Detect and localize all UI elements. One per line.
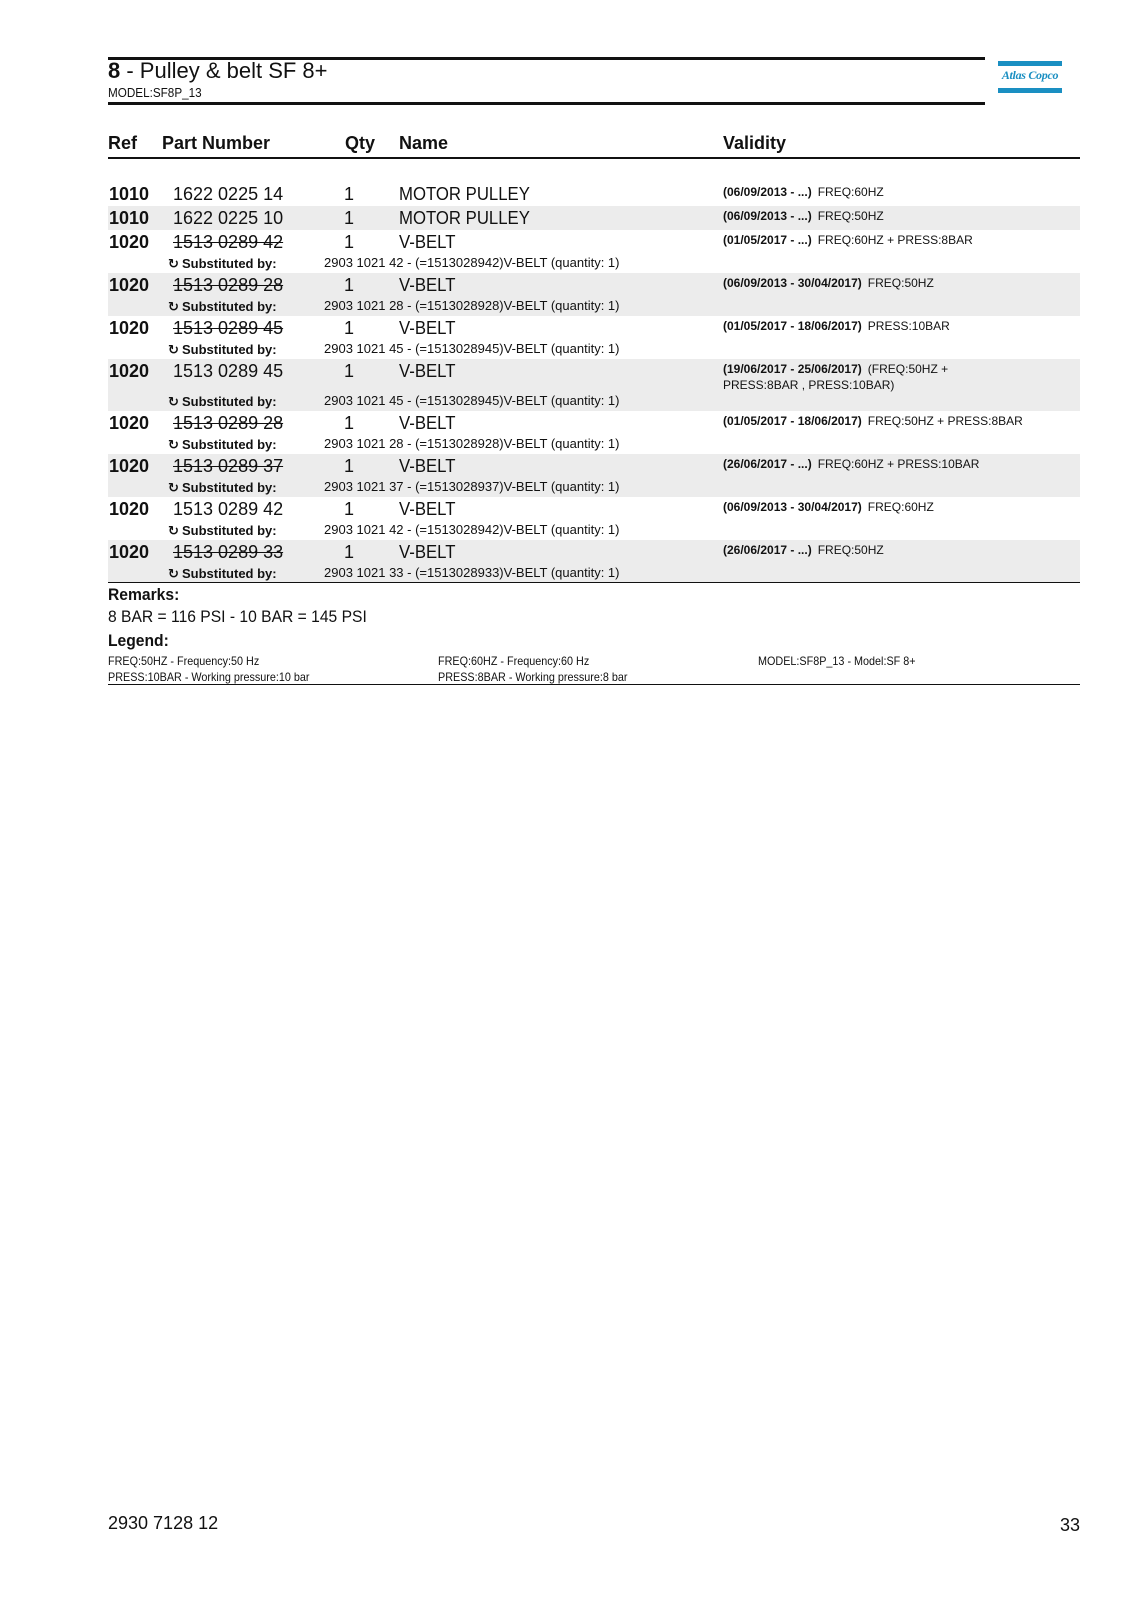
validity-condition: FREQ:60HZ	[867, 500, 934, 514]
validity-range: (26/06/2017 - ...)	[723, 543, 812, 557]
row-part-number: 1513 0289 33	[173, 542, 284, 562]
model-line: MODEL:SF8P_13	[108, 85, 202, 100]
validity-range: (06/09/2013 - ...)	[723, 209, 812, 223]
row-name: MOTOR PULLEY	[399, 208, 530, 228]
row-part-number: 1513 0289 28	[173, 275, 284, 295]
validity-range: (06/09/2013 - ...)	[723, 185, 812, 199]
remarks-title: Remarks:	[108, 585, 180, 604]
row-ref: 1020	[109, 456, 150, 476]
document-number: 2930 7128 12	[108, 1513, 219, 1533]
row-part-number: 1513 0289 45	[173, 318, 284, 338]
legend-end-rule	[108, 684, 1080, 685]
table-row	[108, 454, 1080, 497]
substitute-part: 2903 1021 28 - (=1513028928)V-BELT (quantity: 1)	[324, 298, 620, 313]
validity-condition: FREQ:50HZ	[817, 543, 884, 557]
validity-range: (06/09/2013 - 30/04/2017)	[723, 500, 862, 514]
row-part-number: 1513 0289 37	[173, 456, 284, 476]
table-row	[108, 497, 1080, 540]
row-qty: 1	[344, 318, 355, 338]
row-qty: 1	[344, 361, 355, 381]
validity-condition: FREQ:60HZ	[817, 185, 884, 199]
logo-text: Atlas Copco	[1001, 68, 1059, 82]
validity-condition: FREQ:50HZ	[817, 209, 884, 223]
row-part-number: 1622 0225 14	[173, 184, 284, 204]
col-part-number-header: Part Number	[162, 133, 271, 153]
substituted-by-label: ↻ Substituted by:	[168, 480, 277, 495]
row-ref: 1020	[109, 232, 150, 252]
row-validity	[723, 184, 1073, 200]
row-name: V-BELT	[399, 275, 456, 295]
substitute-part: 2903 1021 42 - (=1513028942)V-BELT (quantity: 1)	[324, 522, 620, 537]
row-validity	[723, 318, 1073, 334]
row-ref: 1020	[109, 499, 150, 519]
row-validity	[723, 275, 1073, 291]
header-bottom-rule	[108, 102, 985, 105]
substituted-by-label: ↻ Substituted by:	[168, 342, 277, 357]
logo-bar-bottom	[998, 88, 1062, 93]
validity-range: (01/05/2017 - 18/06/2017)	[723, 414, 862, 428]
row-ref: 1020	[109, 318, 150, 338]
row-name: V-BELT	[399, 318, 456, 338]
table-row	[108, 206, 1080, 230]
substituted-by-label: ↻ Substituted by:	[168, 394, 277, 409]
row-name: V-BELT	[399, 456, 456, 476]
row-part-number: 1513 0289 42	[173, 499, 284, 519]
table-end-rule	[108, 582, 1080, 583]
row-ref: 1020	[109, 361, 150, 381]
atlas-copco-logo	[998, 61, 1062, 93]
row-ref: 1020	[109, 275, 150, 295]
substitute-cycle-icon: ↻	[168, 256, 179, 271]
section-title: - Pulley & belt SF 8+	[120, 58, 328, 83]
legend-title: Legend:	[108, 631, 169, 650]
row-validity	[723, 542, 1073, 558]
remarks-text: 8 BAR = 116 PSI - 10 BAR = 145 PSI	[108, 607, 367, 626]
legend-item: MODEL:SF8P_13 - Model:SF 8+	[758, 654, 916, 668]
validity-range: (26/06/2017 - ...)	[723, 457, 812, 471]
table-row	[108, 540, 1080, 582]
row-ref: 1020	[109, 542, 150, 562]
row-name: MOTOR PULLEY	[399, 184, 530, 204]
validity-condition: FREQ:50HZ	[867, 276, 934, 290]
row-validity	[723, 361, 1023, 393]
validity-condition: (FREQ:50HZ + PRESS:8BAR , PRESS:10BAR)	[723, 362, 949, 392]
validity-range: (01/05/2017 - ...)	[723, 233, 812, 247]
substitute-cycle-icon: ↻	[168, 299, 179, 314]
row-name: V-BELT	[399, 413, 456, 433]
col-validity-header: Validity	[723, 133, 787, 153]
substituted-by-label: ↻ Substituted by:	[168, 566, 277, 581]
substitute-part: 2903 1021 33 - (=1513028933)V-BELT (quantity: 1)	[324, 565, 620, 580]
row-qty: 1	[344, 542, 355, 562]
legend-item: FREQ:50HZ - Frequency:50 Hz	[108, 654, 260, 668]
table-row	[108, 316, 1080, 359]
row-validity	[723, 456, 1073, 472]
substituted-by-label: ↻ Substituted by:	[168, 299, 277, 314]
row-part-number: 1622 0225 10	[173, 208, 284, 228]
row-qty: 1	[344, 208, 355, 228]
section-number: 8	[108, 58, 121, 83]
substitute-part: 2903 1021 42 - (=1513028942)V-BELT (quantity: 1)	[324, 255, 620, 270]
substituted-by-label: ↻ Substituted by:	[168, 523, 277, 538]
validity-range: (19/06/2017 - 25/06/2017)	[723, 362, 862, 376]
substitute-cycle-icon: ↻	[168, 523, 179, 538]
table-row	[108, 411, 1080, 454]
substituted-by-label: ↻ Substituted by:	[168, 256, 277, 271]
table-row	[108, 182, 1080, 206]
header-rule	[108, 157, 1080, 159]
row-name: V-BELT	[399, 232, 456, 252]
legend-item: PRESS:8BAR - Working pressure:8 bar	[438, 670, 628, 684]
substitute-cycle-icon: ↻	[168, 342, 179, 357]
legend-item: PRESS:10BAR - Working pressure:10 bar	[108, 670, 310, 684]
row-validity	[723, 208, 1073, 224]
row-qty: 1	[344, 413, 355, 433]
row-qty: 1	[344, 232, 355, 252]
validity-condition: FREQ:50HZ + PRESS:8BAR	[867, 414, 1023, 428]
table-row	[108, 273, 1080, 316]
row-part-number: 1513 0289 28	[173, 413, 284, 433]
validity-condition: FREQ:60HZ + PRESS:10BAR	[817, 457, 980, 471]
page-number: 33	[1059, 1515, 1080, 1535]
substitute-part: 2903 1021 45 - (=1513028945)V-BELT (quantity: 1)	[324, 341, 620, 356]
row-qty: 1	[344, 456, 355, 476]
substitute-part: 2903 1021 28 - (=1513028928)V-BELT (quantity: 1)	[324, 436, 620, 451]
col-qty-header: Qty	[345, 133, 376, 153]
logo-bar-top	[998, 61, 1062, 66]
substitute-cycle-icon: ↻	[168, 394, 179, 409]
row-validity	[723, 499, 1073, 515]
row-name: V-BELT	[399, 361, 456, 381]
row-name: V-BELT	[399, 542, 456, 562]
row-qty: 1	[344, 184, 355, 204]
row-part-number: 1513 0289 45	[173, 361, 284, 381]
page-title	[108, 59, 328, 83]
row-ref: 1020	[109, 413, 150, 433]
substitute-part: 2903 1021 45 - (=1513028945)V-BELT (quantity: 1)	[324, 393, 620, 408]
row-part-number: 1513 0289 42	[173, 232, 284, 252]
validity-condition: PRESS:10BAR	[867, 319, 950, 333]
substitute-cycle-icon: ↻	[168, 437, 179, 452]
legend-item: FREQ:60HZ - Frequency:60 Hz	[438, 654, 590, 668]
validity-range: (06/09/2013 - 30/04/2017)	[723, 276, 862, 290]
substitute-part: 2903 1021 37 - (=1513028937)V-BELT (quantity: 1)	[324, 479, 620, 494]
row-validity	[723, 413, 1073, 429]
row-qty: 1	[344, 275, 355, 295]
substitute-cycle-icon: ↻	[168, 480, 179, 495]
row-name: V-BELT	[399, 499, 456, 519]
col-name-header: Name	[399, 133, 449, 153]
validity-range: (01/05/2017 - 18/06/2017)	[723, 319, 862, 333]
row-ref: 1010	[109, 184, 150, 204]
col-ref-header: Ref	[108, 133, 138, 153]
row-ref: 1010	[109, 208, 150, 228]
row-validity	[723, 232, 1073, 248]
table-row	[108, 359, 1080, 411]
substitute-cycle-icon: ↻	[168, 566, 179, 581]
table-row	[108, 230, 1080, 273]
validity-condition: FREQ:60HZ + PRESS:8BAR	[817, 233, 973, 247]
substituted-by-label: ↻ Substituted by:	[168, 437, 277, 452]
row-qty: 1	[344, 499, 355, 519]
